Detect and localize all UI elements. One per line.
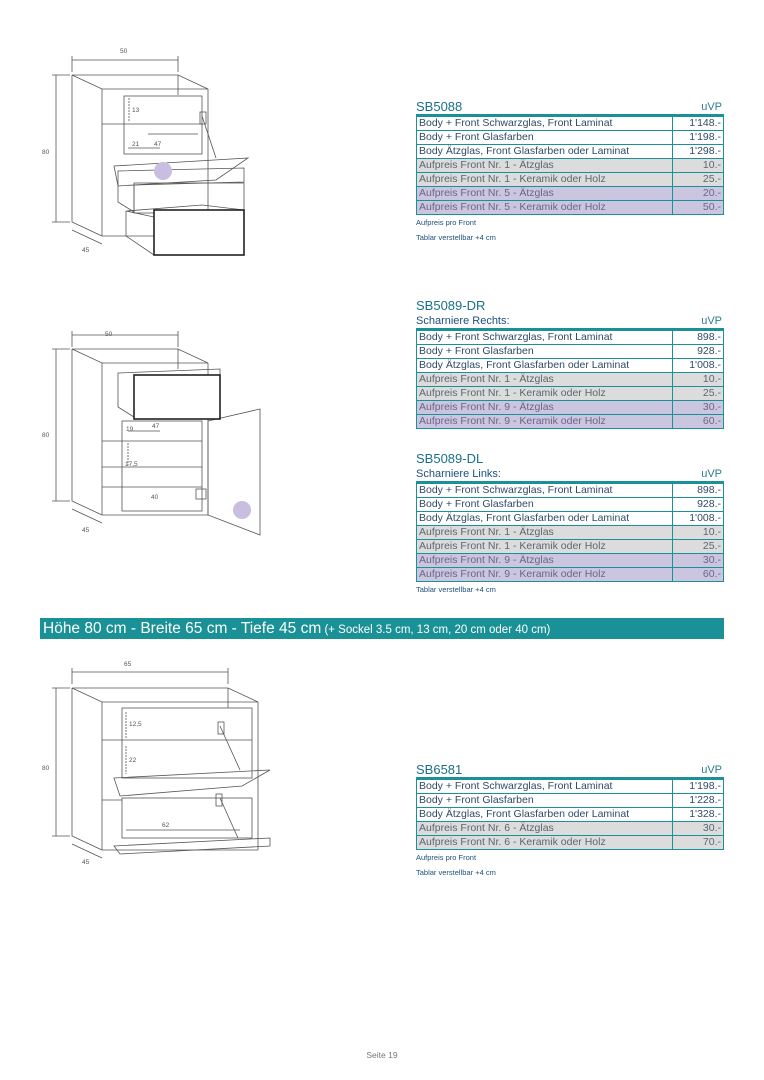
- price-row-label: Body Ätzglas, Front Glasfarben oder Laminat: [417, 359, 673, 373]
- cabinet-drawing-sb5088: [30, 40, 270, 265]
- price-row: [417, 415, 724, 429]
- dim-inner-c: 62: [162, 822, 170, 829]
- product-code: SB5089-DL: [416, 451, 484, 466]
- price-row: [417, 526, 724, 540]
- price-row-value: 1'328.-: [673, 808, 724, 822]
- price-row: [417, 540, 724, 554]
- dim-inner-b: 21: [132, 141, 140, 148]
- price-row: [417, 359, 724, 373]
- price-row: [417, 131, 724, 145]
- price-row-value: 30.-: [673, 554, 724, 568]
- price-row-label: Body Ätzglas, Front Glasfarben oder Laminat: [417, 145, 673, 159]
- dimension-banner: [40, 618, 724, 639]
- price-row: [417, 554, 724, 568]
- product-header: [416, 99, 724, 116]
- product-code: SB5089-DR: [416, 298, 486, 313]
- price-row-value: 928.-: [673, 345, 724, 359]
- product-header: [416, 762, 724, 779]
- price-row-value: 1'298.-: [673, 145, 724, 159]
- price-row-label: Aufpreis Front Nr. 9 - Keramik oder Holz: [417, 415, 673, 429]
- dim-inner-a: 12,5: [129, 721, 142, 728]
- dim-inner-b: 47: [152, 423, 160, 430]
- price-table: [416, 483, 724, 582]
- dim-inner-c: 47: [154, 141, 162, 148]
- price-row-label: Body Ätzglas, Front Glasfarben oder Laminat: [417, 808, 673, 822]
- uvp-label: uVP: [701, 764, 722, 776]
- price-row: [417, 808, 724, 822]
- product-header: [416, 313, 724, 330]
- note-shelf: Tablar verstellbar +4 cm: [416, 868, 496, 877]
- price-row-value: 10.-: [673, 526, 724, 540]
- price-row: [417, 173, 724, 187]
- price-row-label: Body + Front Glasfarben: [417, 794, 673, 808]
- dim-inner-d: 40: [151, 494, 159, 501]
- dim-depth: 45: [82, 859, 90, 866]
- price-row-label: Body + Front Glasfarben: [417, 498, 673, 512]
- price-row-value: 10.-: [673, 159, 724, 173]
- dim-inner-c: 17,5: [125, 461, 138, 468]
- price-row-label: Body + Front Schwarzglas, Front Laminat: [417, 780, 673, 794]
- price-row: [417, 484, 724, 498]
- price-row-value: 30.-: [673, 822, 724, 836]
- price-row-value: 1'008.-: [673, 359, 724, 373]
- note-surcharge: Aufpreis pro Front: [416, 218, 477, 227]
- price-row-label: Aufpreis Front Nr. 9 - Ätzglas: [417, 554, 673, 568]
- uvp-label: uVP: [701, 315, 722, 327]
- price-row-value: 25.-: [673, 173, 724, 187]
- price-row: [417, 373, 724, 387]
- dim-height: 80: [42, 149, 50, 156]
- price-row: [417, 187, 724, 201]
- price-row: [417, 568, 724, 582]
- price-row: [417, 780, 724, 794]
- product-sb6581: [416, 762, 724, 880]
- note-shelf: Tablar verstellbar +4 cm: [416, 585, 496, 594]
- price-row: [417, 512, 724, 526]
- price-row-value: 25.-: [673, 387, 724, 401]
- price-row-label: Aufpreis Front Nr. 1 - Keramik oder Holz: [417, 173, 673, 187]
- price-table: [416, 330, 724, 429]
- uvp-label: uVP: [701, 101, 722, 113]
- price-row-label: Aufpreis Front Nr. 1 - Keramik oder Holz: [417, 540, 673, 554]
- price-row: [417, 387, 724, 401]
- price-row: [417, 401, 724, 415]
- product-code: SB6581: [416, 762, 463, 777]
- price-row-label: Aufpreis Front Nr. 6 - Keramik oder Holz: [417, 836, 673, 850]
- price-row-value: 50.-: [673, 201, 724, 215]
- price-row-value: 10.-: [673, 373, 724, 387]
- uvp-label: uVP: [701, 468, 722, 480]
- note-surcharge: Aufpreis pro Front: [416, 853, 477, 862]
- price-row-value: 30.-: [673, 401, 724, 415]
- dim-height: 80: [42, 432, 50, 439]
- dim-width: 50: [120, 48, 128, 55]
- price-row-label: Body + Front Glasfarben: [417, 131, 673, 145]
- price-row-value: 928.-: [673, 498, 724, 512]
- banner-extra: (+ Sockel 3.5 cm, 13 cm, 20 cm oder 40 cm): [321, 624, 551, 636]
- price-row-value: 1'008.-: [673, 512, 724, 526]
- price-row-label: Aufpreis Front Nr. 9 - Keramik oder Holz: [417, 568, 673, 582]
- price-row-value: 898.-: [673, 484, 724, 498]
- price-row: [417, 117, 724, 131]
- price-row-value: 25.-: [673, 540, 724, 554]
- price-row-label: Body + Front Schwarzglas, Front Laminat: [417, 117, 673, 131]
- price-row: [417, 331, 724, 345]
- product-header: [416, 466, 724, 483]
- product-code: SB5088: [416, 99, 463, 114]
- price-row: [417, 822, 724, 836]
- price-row-label: Body + Front Schwarzglas, Front Laminat: [417, 331, 673, 345]
- price-row: [417, 159, 724, 173]
- price-row-value: 70.-: [673, 836, 724, 850]
- price-row-label: Aufpreis Front Nr. 1 - Ätzglas: [417, 526, 673, 540]
- product-sb5089-dr: [416, 298, 724, 429]
- price-table: [416, 116, 724, 215]
- price-row-value: 1'198.-: [673, 131, 724, 145]
- price-row-value: 60.-: [673, 568, 724, 582]
- dim-height: 80: [42, 765, 50, 772]
- price-row: [417, 345, 724, 359]
- dim-width: 65: [124, 661, 132, 668]
- price-row-label: Aufpreis Front Nr. 9 - Ätzglas: [417, 401, 673, 415]
- price-row: [417, 836, 724, 850]
- price-row-label: Aufpreis Front Nr. 1 - Ätzglas: [417, 373, 673, 387]
- price-row-value: 1'228.-: [673, 794, 724, 808]
- dim-depth: 45: [82, 247, 90, 254]
- price-row-value: 20.-: [673, 187, 724, 201]
- price-row-label: Body + Front Schwarzglas, Front Laminat: [417, 484, 673, 498]
- dim-inner-a: 19: [126, 426, 134, 433]
- hinge-subtitle: Scharniere Links:: [416, 468, 501, 480]
- price-row: [417, 145, 724, 159]
- dim-inner-b: 22: [129, 757, 137, 764]
- dim-inner-a: 13: [132, 107, 140, 114]
- price-row: [417, 794, 724, 808]
- price-row-label: Aufpreis Front Nr. 1 - Ätzglas: [417, 159, 673, 173]
- price-row-label: Aufpreis Front Nr. 1 - Keramik oder Holz: [417, 387, 673, 401]
- price-row-value: 60.-: [673, 415, 724, 429]
- cabinet-drawing-sb6581: [30, 650, 280, 870]
- dim-width: 50: [105, 331, 113, 338]
- price-row-value: 898.-: [673, 331, 724, 345]
- banner-main: Höhe 80 cm - Breite 65 cm - Tiefe 45 cm: [43, 620, 322, 637]
- hinge-subtitle: Scharniere Rechts:: [416, 315, 510, 327]
- price-row: [417, 201, 724, 215]
- product-sb5089-dl: [416, 451, 724, 597]
- price-table: [416, 779, 724, 850]
- page-number: Seite 19: [366, 1050, 398, 1060]
- price-row-value: 1'148.-: [673, 117, 724, 131]
- dim-depth: 45: [82, 527, 90, 534]
- cabinet-drawing-sb5089: [30, 325, 270, 540]
- price-row: [417, 498, 724, 512]
- price-row-value: 1'198.-: [673, 780, 724, 794]
- note-shelf: Tablar verstellbar +4 cm: [416, 233, 496, 242]
- price-row-label: Aufpreis Front Nr. 5 - Keramik oder Holz: [417, 201, 673, 215]
- price-row-label: Aufpreis Front Nr. 5 - Ätzglas: [417, 187, 673, 201]
- product-sb5088: [416, 99, 724, 245]
- price-row-label: Body Ätzglas, Front Glasfarben oder Laminat: [417, 512, 673, 526]
- price-row-label: Body + Front Glasfarben: [417, 345, 673, 359]
- price-row-label: Aufpreis Front Nr. 6 - Ätzglas: [417, 822, 673, 836]
